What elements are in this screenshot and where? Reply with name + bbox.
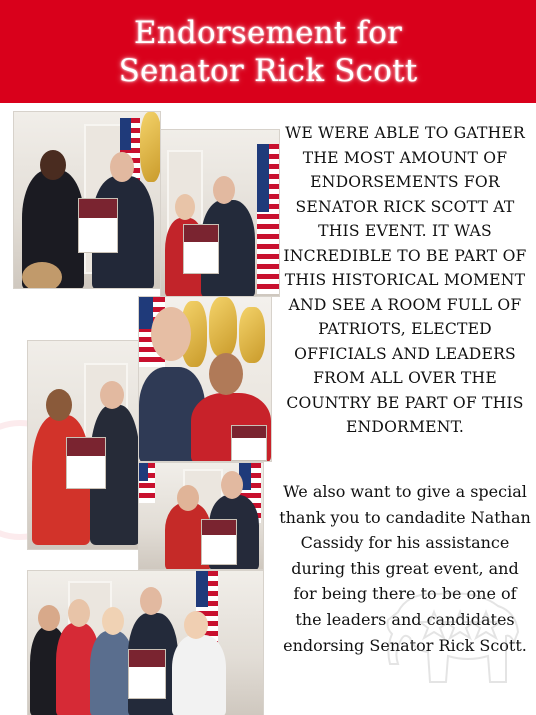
thank-you-paragraph: We also want to give a special thank you to candadite Nathan Cassidy for his assistance during this great event, and for being there to be one of the leaders and candidates endorsing Senator Rick Scott. [279, 482, 531, 655]
page-title-line-1: Endorsement for [133, 14, 403, 51]
photo-group-five-people [27, 570, 264, 715]
photo-woman-yellow-scarf-certificate [138, 462, 264, 570]
photo-woman-red-dress-certificate [27, 340, 140, 550]
page-title-line-2: Senator Rick Scott [118, 52, 418, 89]
elephant-icon [378, 572, 528, 692]
photo-woman-man-certificate-flag [160, 129, 280, 297]
photo-two-men-certificate [13, 111, 161, 289]
header-banner [0, 0, 536, 103]
endorsement-paragraph: WE WERE ABLE TO GATHER THE MOST AMOUNT OF ENDORSEMENTS FOR SENATOR RICK SCOTT AT THIS EVENT. IT WAS INCREDIBLE TO BE PART OF THIS HISTORICAL MOMENT AND SEE A ROOM FULL OF PATRIOTS, ELECTED OFFICIALS AND LEADERS FROM ALL OVER THE COUNTRY BE PART OF THIS ENDORMENT. [283, 124, 527, 436]
photo-closeup-balloons [138, 296, 272, 462]
